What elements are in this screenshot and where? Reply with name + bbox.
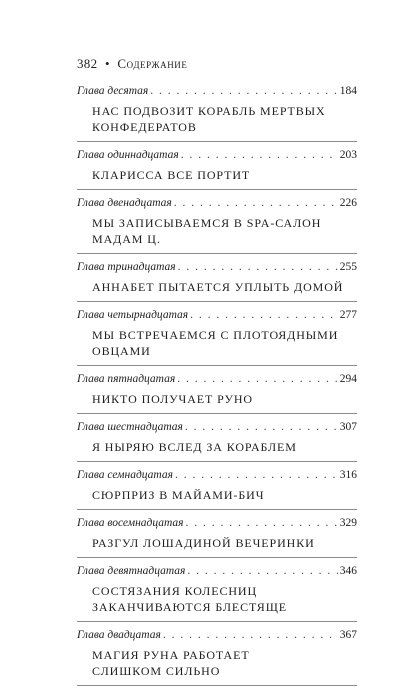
bullet-separator: • (104, 56, 110, 71)
entry-divider (77, 253, 357, 254)
section-title: Содержание (117, 56, 188, 71)
dot-leader (187, 564, 337, 578)
chapter-title (92, 535, 357, 551)
page-ref: 329 (339, 517, 357, 529)
chapter-label: Глава десятая (77, 85, 149, 97)
dot-leader (181, 148, 338, 162)
page-ref: 307 (339, 421, 357, 433)
page-ref: 184 (339, 85, 357, 97)
chapter-title-line: МАДАМ Ц. (92, 232, 161, 246)
page-ref: 367 (339, 629, 357, 641)
chapter-title-line: МАГИЯ РУНА РАБОТАЕТ (92, 648, 250, 662)
entry-divider (77, 413, 357, 414)
toc-entry-line (77, 420, 357, 434)
page-ref: 203 (339, 149, 357, 161)
chapter-title (92, 583, 357, 615)
chapter-title (92, 647, 357, 679)
toc-entry-line (77, 516, 357, 530)
page-ref: 226 (339, 197, 357, 209)
toc-entry[interactable] (77, 260, 357, 302)
table-of-contents (77, 84, 357, 692)
dot-leader (185, 420, 338, 434)
toc-entry[interactable] (77, 84, 357, 142)
dot-leader (177, 372, 338, 386)
dot-leader (186, 516, 338, 530)
chapter-label: Глава тринадцатая (77, 261, 176, 273)
page-ref: 255 (339, 261, 357, 273)
entry-divider (77, 365, 357, 366)
chapter-label: Глава девятнадцатая (77, 565, 186, 577)
toc-entry[interactable] (77, 196, 357, 254)
page-ref: 294 (339, 373, 357, 385)
entry-divider (77, 557, 357, 558)
toc-entry-line (77, 308, 357, 322)
chapter-title-line: МЫ ВСТРЕЧАЕМСЯ С ПЛОТОЯДНЫМИ (92, 328, 339, 342)
chapter-title-line: АННАБЕТ ПЫТАЕТСЯ УПЛЫТЬ ДОМОЙ (92, 280, 344, 294)
chapter-title (92, 279, 357, 295)
toc-entry-line (77, 628, 357, 642)
toc-entry[interactable] (77, 308, 357, 366)
chapter-label: Глава пятнадцатая (77, 373, 176, 385)
toc-entry[interactable] (77, 468, 357, 510)
toc-entry[interactable] (77, 148, 357, 190)
page-number: 382 (77, 56, 98, 71)
toc-entry[interactable] (77, 420, 357, 462)
chapter-title-line: МЫ ЗАПИСЫВАЕМСЯ В SPA-САЛОН (92, 216, 322, 230)
chapter-label: Глава одиннадцатая (77, 149, 179, 161)
dot-leader (178, 260, 338, 274)
dot-leader (174, 196, 338, 210)
chapter-title-line: НАС ПОДВОЗИТ КОРАБЛЬ МЕРТВЫХ (92, 104, 326, 118)
dot-leader (175, 468, 338, 482)
page-ref: 277 (339, 309, 357, 321)
dot-leader (190, 308, 338, 322)
chapter-title-line: ЗАКАНЧИВАЮТСЯ БЛЕСТЯЩЕ (92, 600, 287, 614)
toc-entry[interactable] (77, 372, 357, 414)
toc-entry-line (77, 196, 357, 210)
chapter-title-line: НИКТО ПОЛУЧАЕТ РУНО (92, 392, 253, 406)
chapter-title-line: КЛАРИССА ВСЕ ПОРТИТ (92, 168, 251, 182)
toc-entry-line (77, 564, 357, 578)
entry-divider (77, 141, 357, 142)
chapter-title-line: ОВЦАМИ (92, 344, 151, 358)
running-head (77, 56, 188, 72)
toc-entry-line (77, 372, 357, 386)
toc-entry-line (77, 84, 357, 98)
chapter-title-line: СЮРПРИЗ В МАЙАМИ-БИЧ (92, 488, 265, 502)
chapter-title (92, 487, 357, 503)
page-ref: 346 (339, 565, 357, 577)
page-ref: 316 (339, 469, 357, 481)
entry-divider (77, 189, 357, 190)
dot-leader (163, 628, 338, 642)
toc-entry[interactable] (77, 564, 357, 622)
dot-leader (150, 84, 337, 98)
chapter-title (92, 439, 357, 455)
chapter-title-line: СОСТЯЗАНИЯ КОЛЕСНИЦ (92, 584, 258, 598)
entry-divider (77, 461, 357, 462)
chapter-title (92, 103, 357, 135)
chapter-title-line: СЛИШКОМ СИЛЬНО (92, 664, 221, 678)
entry-divider (77, 301, 357, 302)
chapter-title-line: КОНФЕДЕРАТОВ (92, 120, 197, 134)
entry-divider (77, 621, 357, 622)
entry-divider (77, 509, 357, 510)
toc-entry-line (77, 260, 357, 274)
toc-entry[interactable] (77, 516, 357, 558)
toc-entry-line (77, 468, 357, 482)
entry-divider (77, 685, 357, 686)
chapter-label: Глава двенадцатая (77, 197, 172, 209)
chapter-label: Глава шестнадцатая (77, 421, 183, 433)
chapter-label: Глава двадцатая (77, 629, 161, 641)
chapter-label: Глава семнадцатая (77, 469, 173, 481)
chapter-title (92, 215, 357, 247)
chapter-label: Глава четырнадцатая (77, 309, 189, 321)
toc-entry[interactable] (77, 628, 357, 686)
chapter-title (92, 327, 357, 359)
chapter-title (92, 391, 357, 407)
chapter-title-line: Я НЫРЯЮ ВСЛЕД ЗА КОРАБЛЕМ (92, 440, 297, 454)
chapter-title (92, 167, 357, 183)
chapter-label: Глава восемнадцатая (77, 517, 184, 529)
chapter-title-line: РАЗГУЛ ЛОШАДИНОЙ ВЕЧЕРИНКИ (92, 536, 315, 550)
toc-entry-line (77, 148, 357, 162)
